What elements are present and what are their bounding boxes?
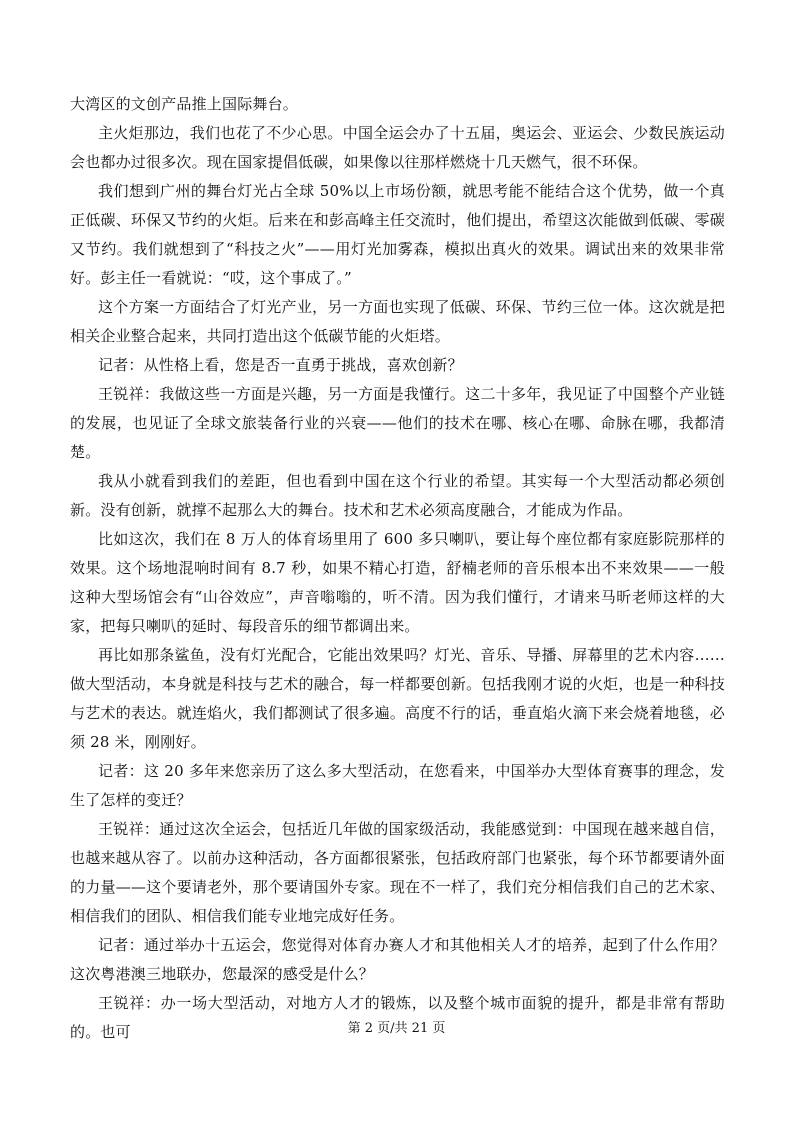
paragraph-11: 王锐祥：通过这次全运会，包括近几年做的国家级活动，我能感觉到：中国现在越来越自信，也越来越从容了。以前办这种活动，各方面都很紧张，包括政府部门也紧张，每个环节都要请外面的力量——这个要请老外，那个要请国外专家。现在不一样了，我们充分相信我们自己的艺术家、相信我们的团队、相信我们能专业地完成好任务。 [70,820,725,925]
paragraph-10: 记者：这 20 多年来您亲历了这么多大型活动，在您看来，中国举办大型体育赛事的理念，发生了怎样的变迁？ [70,762,725,809]
paragraph-9: 再比如那条鲨鱼，没有灯光配合，它能出效果吗？灯光、音乐、导播、屏幕里的艺术内容……做大型活动，本身就是科技与艺术的融合，每一样都要创新。包括我刚才说的火炬，也是一种科技与艺术的表达。就连焰火，我们都测试了很多遍。高度不行的话，垂直焰火滴下来会烧着地毯，必须 28 米，刚刚好。 [70,646,725,751]
paragraph-12: 记者：通过举办十五运会，您觉得对体育办赛人才和其他相关人才的培养，起到了什么作用？这次粤港澳三地联办，您最深的感受是什么？ [70,936,725,983]
paragraph-7: 我从小就看到我们的差距，但也看到中国在这个行业的希望。其实每一个大型活动都必须创新。没有创新，就撑不起那么大的舞台。技术和艺术必须高度融合，才能成为作品。 [70,472,725,519]
page-footer [0,1020,793,1038]
paragraph-6: 王锐祥：我做这些一方面是兴趣，另一方面是我懂行。这二十多年，我见证了中国整个产业链的发展，也见证了全球文旅装备行业的兴衰——他们的技术在哪、核心在哪、命脉在哪，我都清楚。 [70,385,725,461]
paragraph-4: 这个方案一方面结合了灯光产业，另一方面也实现了低碳、环保、节约三位一体。这次就是把相关企业整合起来，共同打造出这个低碳节能的火炬塔。 [70,298,725,345]
paragraph-5: 记者：从性格上看，您是否一直勇于挑战，喜欢创新？ [98,356,463,374]
paragraph-1: 大湾区的文创产品推上国际舞台。 [70,95,299,113]
page-number: 第 2 页/共 21 页 [347,1021,446,1036]
paragraph-3: 我们想到广州的舞台灯光占全球 50%以上市场份额，就思考能不能结合这个优势，做一个真正低碳、环保又节约的火炬。后来在和彭高峰主任交流时，他们提出，希望这次能做到低碳、零碳又节约。我们就想到了“科技之火”——用灯光加雾森，模拟出真火的效果。调试出来的效果非常好。彭主任一看就说：“哎，这个事成了。” [70,182,725,287]
document-body [70,90,725,1047]
paragraph-13: 王锐祥：办一场大型活动，对地方人才的锻炼，以及整个城市面貌的提升，都是非常有帮助的。也可 [70,994,725,1041]
paragraph-8: 比如这次，我们在 8 万人的体育场里用了 600 多只喇叭，要让每个座位都有家庭影院那样的效果。这个场地混响时间有 8.7 秒，如果不精心打造，舒楠老师的音乐根本出不来效果——一般这种大型场馆会有“山谷效应”，声音嗡嗡的，听不清。因为我们懂行，才请来马昕老师这样的大家，把每只喇叭的延时、每段音乐的细节都调出来。 [70,530,725,635]
paragraph-2: 主火炬那边，我们也花了不少心思。中国全运会办了十五届，奥运会、亚运会、少数民族运动会也都办过很多次。现在国家提倡低碳，如果像以往那样燃烧十几天燃气，很不环保。 [70,124,725,171]
